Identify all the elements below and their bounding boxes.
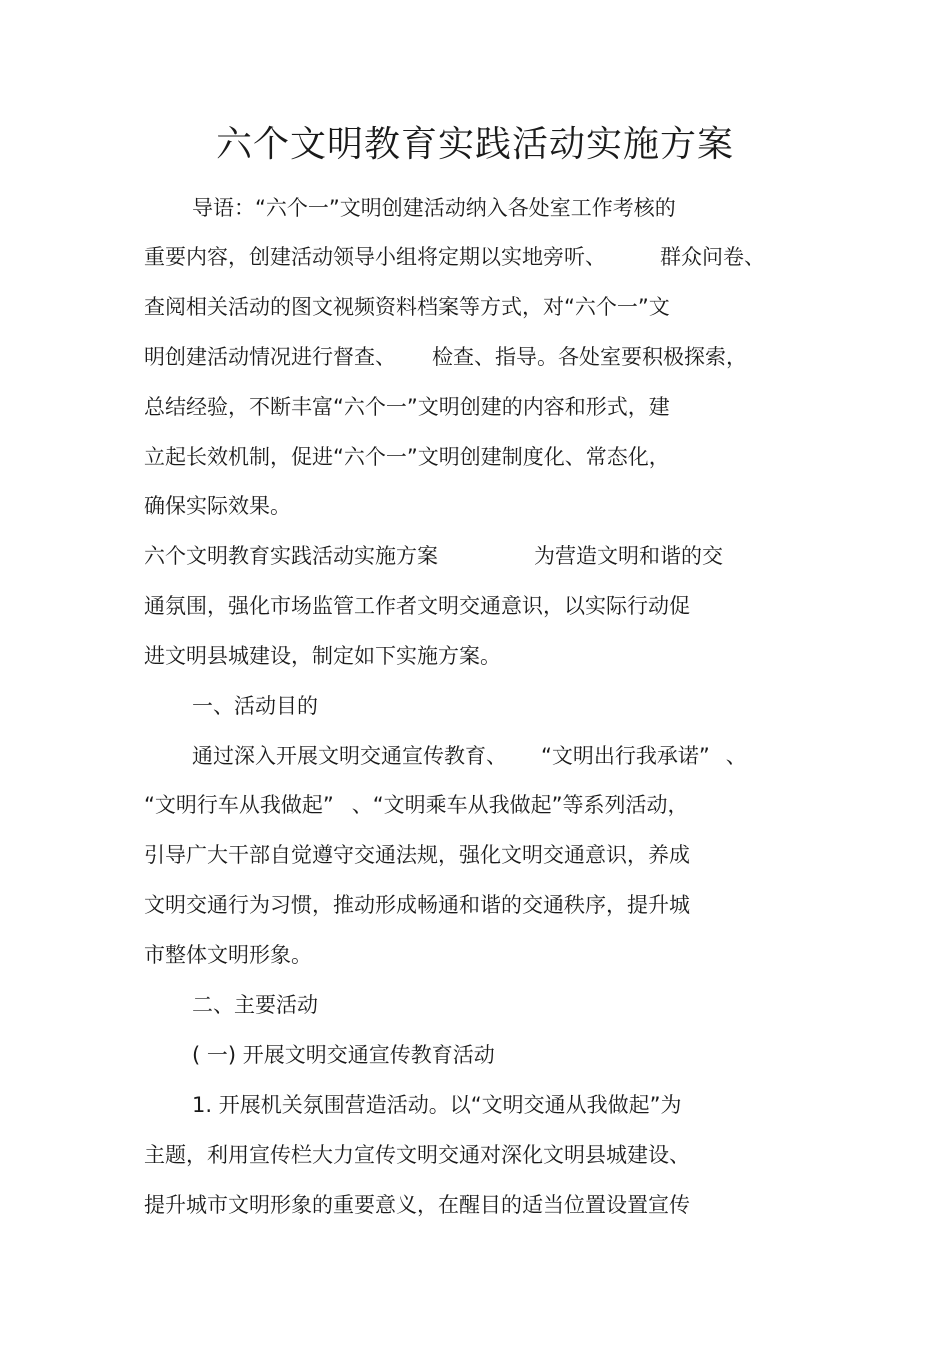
text-segment: 明创建活动情况进行督查、: [144, 345, 396, 369]
paragraph-line: 提升城市文明形象的重要意义，在醒目的适当位置设置宣传: [144, 1193, 690, 1217]
paragraph-line: 立起长效机制，促进“六个一”文明创建制度化、常态化，: [144, 445, 670, 469]
text-segment: 群众问卷、: [660, 245, 765, 269]
paragraph-line: [144, 242, 765, 272]
section-heading: 一、活动目的: [192, 694, 318, 718]
paragraph-line: 市整体文明形象。: [144, 943, 312, 967]
paragraph-line: [144, 342, 747, 372]
paragraph-line: 确保实际效果。: [144, 494, 291, 518]
text-segment: 通过深入开展文明交通宣传教育、: [192, 744, 507, 768]
paragraph-line: 通氛围，强化市场监管工作者文明交通意识，以实际行动促: [144, 594, 690, 618]
text-segment: 、“文明乘车从我做起”等系列活动，: [351, 793, 689, 817]
paragraph-line: 引导广大干部自觉遵守交通法规，强化文明交通意识，养成: [144, 843, 690, 867]
text-segment: 为营造文明和谐的交: [534, 544, 723, 568]
paragraph-line: [192, 741, 747, 771]
text-segment: “文明行车从我做起”: [144, 793, 334, 817]
text-segment: 、: [725, 744, 747, 768]
paragraph-line: 进文明县城建设，制定如下实施方案。: [144, 644, 501, 668]
paragraph-line: 主题，利用宣传栏大力宣传文明交通对深化文明县城建设、: [144, 1143, 690, 1167]
text-segment: 检查、指导。各处室要积极探索，: [432, 345, 747, 369]
paragraph-line: 文明交通行为习惯，推动形成畅通和谐的交通秩序，提升城: [144, 893, 690, 917]
paragraph-line: [144, 790, 689, 820]
section-heading: 二、主要活动: [192, 993, 318, 1017]
text-segment: 六个文明教育实践活动实施方案: [144, 544, 438, 568]
paragraph-line: 查阅相关活动的图文视频资料档案等方式，对“六个一”文: [144, 295, 670, 319]
paragraph-line: 1. 开展机关氛围营造活动。以“文明交通从我做起”为: [192, 1093, 682, 1117]
document-title: 六个文明教育实践活动实施方案: [215, 124, 734, 165]
text-segment: “文明出行我承诺”: [541, 744, 710, 768]
paragraph-line: 导语：“六个一”文明创建活动纳入各处室工作考核的: [192, 196, 676, 220]
text-segment: 重要内容，创建活动领导小组将定期以实地旁听、: [144, 245, 606, 269]
subsection-heading: ( 一) 开展文明交通宣传教育活动: [192, 1043, 495, 1067]
paragraph-line: 总结经验，不断丰富“六个一”文明创建的内容和形式，建: [144, 395, 670, 419]
paragraph-line: [144, 541, 723, 571]
